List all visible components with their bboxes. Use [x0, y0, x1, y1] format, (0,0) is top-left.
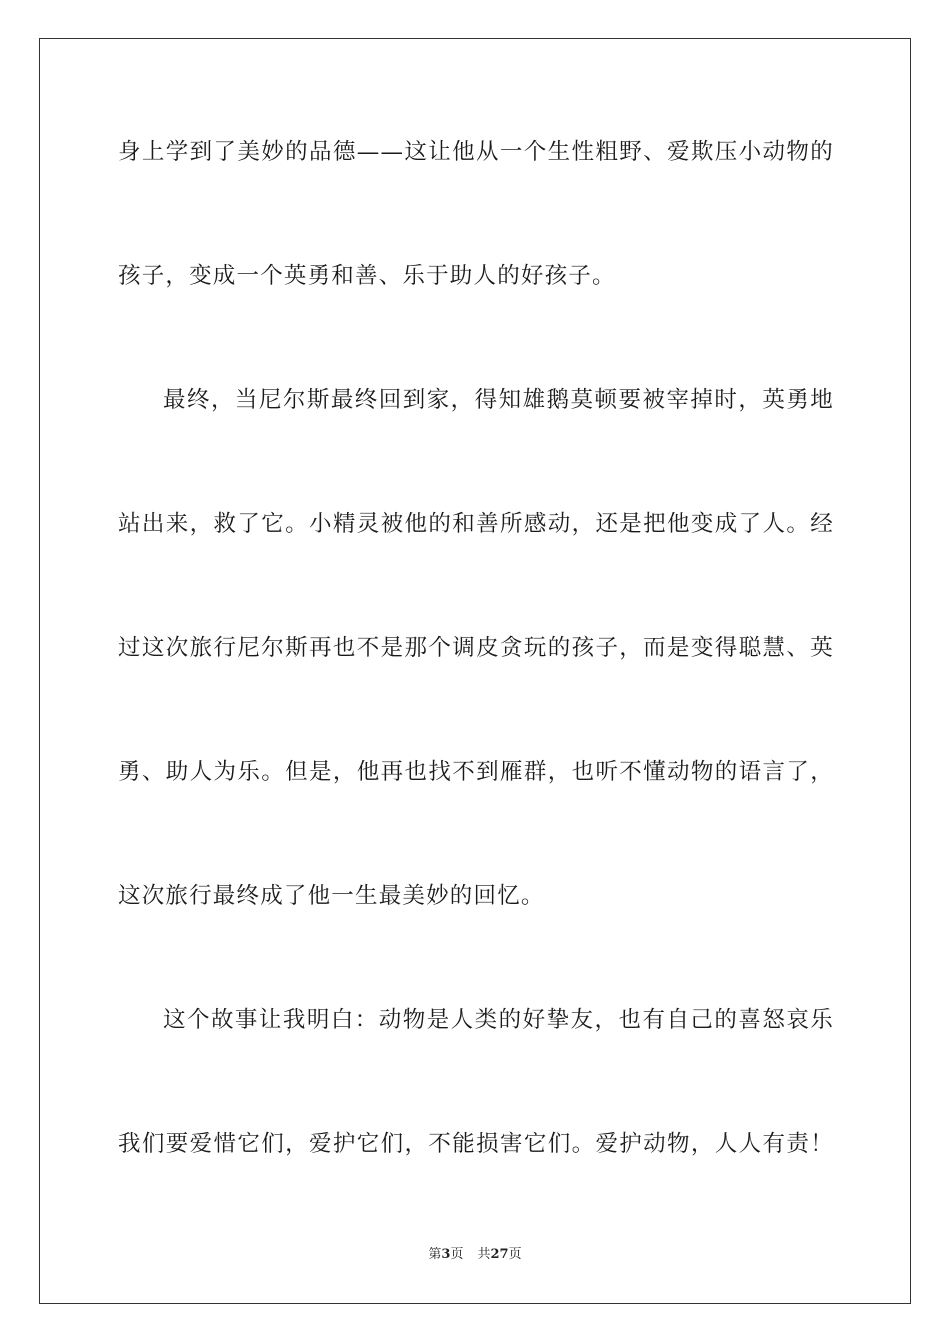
text-line-2: 孩子，变成一个英勇和善、乐于助人的好孩子。 — [118, 263, 616, 289]
total-pages: 27 — [490, 1247, 509, 1262]
page-label-prefix: 第 — [428, 1247, 442, 1262]
text-line-6: 勇、助人为乐。但是，他再也找不到雁群，也听不懂动物的语言了， — [118, 759, 834, 785]
page-label-suffix: 页 — [450, 1247, 464, 1262]
text-line-4: 站出来，救了它。小精灵被他的和善所感动，还是把他变成了人。经 — [118, 511, 834, 537]
total-label-suffix: 页 — [508, 1247, 522, 1262]
text-line-9: 我们要爱惜它们，爱护它们，不能损害它们。爱护动物，人人有责！ — [118, 1131, 834, 1157]
text-line-1: 身上学到了美妙的品德——这让他从一个生性粗野、爱欺压小动物的 — [118, 139, 834, 165]
text-line-8: 这个故事让我明白：动物是人类的好挚友，也有自己的喜怒哀乐 — [163, 1007, 834, 1033]
total-label-prefix: 共 — [477, 1247, 491, 1262]
text-line-7: 这次旅行最终成了他一生最美妙的回忆。 — [118, 883, 545, 909]
page-number: 3 — [441, 1247, 451, 1262]
text-line-3: 最终，当尼尔斯最终回到家，得知雄鹅莫顿要被宰掉时，英勇地 — [163, 387, 834, 413]
text-line-5: 过这次旅行尼尔斯再也不是那个调皮贪玩的孩子，而是变得聪慧、英 — [118, 635, 834, 661]
page-border — [39, 38, 911, 1304]
page-footer — [0, 1246, 950, 1264]
